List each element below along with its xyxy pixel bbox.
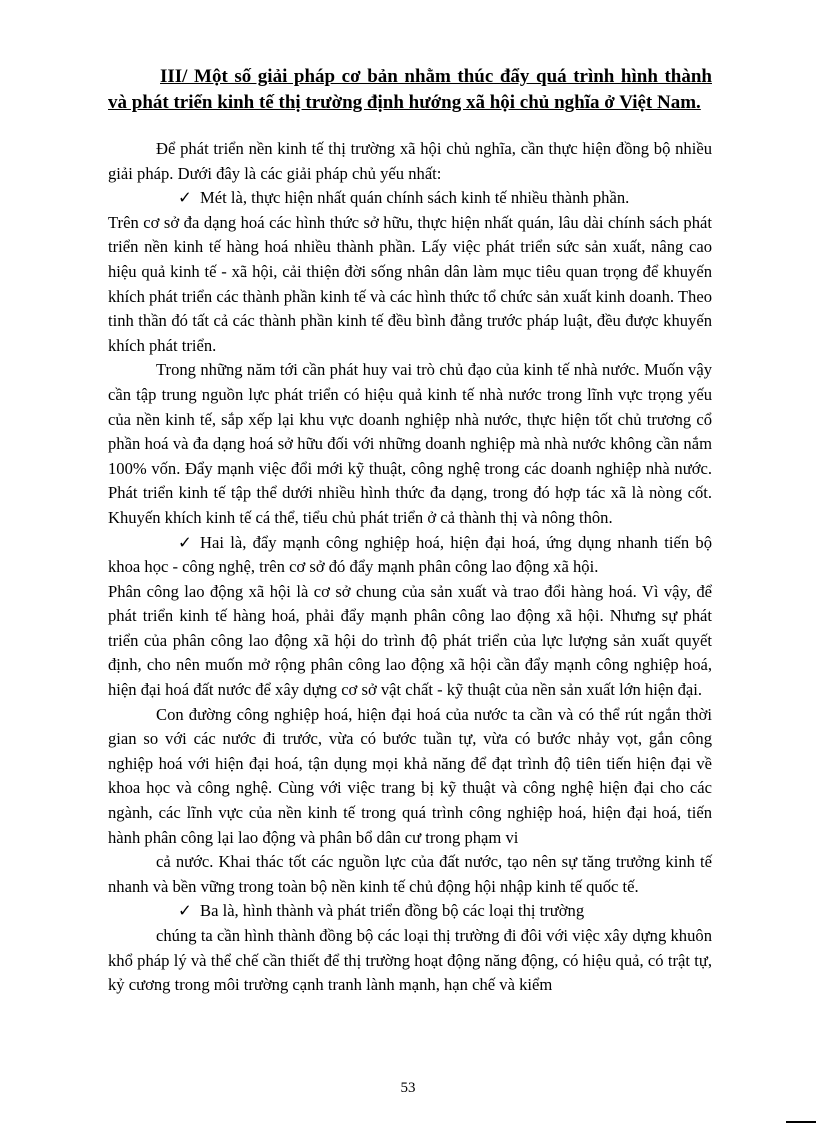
item-one-heading-text: Mét là, thực hiện nhất quán chính sách kinh tế nhiều thành phần.: [200, 188, 630, 208]
page-number: 53: [400, 1080, 416, 1096]
item-two-paragraph-2: Con đường công nghiệp hoá, hiện đại hoá của nước ta cần và có thể rút ngắn thời gian so với các nước đi trước, vừa có bước tuần tự, vừa có bước nhảy vọt, gắn công nghiệp hoá với hiện đại hoá, tận dụng mọi khả năng để đạt trình độ tiên tiến hiện đại về khoa học và công nghệ. Cùng với việc trang bị kỹ thuật và công nghệ hiện đại cho các ngành, các lĩnh vực của nền kinh tế trong quá trình công nghiệp hoá, hiện đại hoá, tiến hành phân công lại lao động và phân bổ dân cư trong phạm vi: [108, 704, 712, 847]
item-three-paragraph: chúng ta cần hình thành đồng bộ các loại thị trường đi đôi với việc xây dựng khuôn khổ pháp lý và thể chế cần thiết để thị trường hoạt động năng động, có hiệu quả, có trật tự, kỷ cương trong môi trường cạnh tranh lành mạnh, hạn chế và kiểm: [108, 926, 712, 995]
document-page: [108, 64, 712, 998]
item-one-heading: [108, 186, 712, 211]
item-two-paragraph: Phân công lao động xã hội là cơ sở chung của sản xuất và trao đổi hàng hoá. Vì vậy, để phát triển kinh tế hàng hoá, phải đẩy mạnh phân công lao động xã hội. Nhưng sự phát triển của phân công lao động xã hội do trình độ phát triển của lực lượng sản xuất quyết định, cho nên muốn mở rộng phân công lao động xã hội cần đẩy mạnh công nghiệp hoá, hiện đại hoá đất nước để xây dựng cơ sở vật chất - kỹ thuật của nền sản xuất lớn hiện đại.: [108, 581, 712, 700]
item-one-paragraph: Trên cơ sở đa dạng hoá các hình thức sở hữu, thực hiện nhất quán, lâu dài chính sách phát triển nền kinh tế hàng hoá nhiều thành phần. Lấy việc phát triển sức sản xuất, nâng cao hiệu quả kinh tế - xã hội, cải thiện đời sống nhân dân làm mục tiêu quan trọng để khuyến khích phát triển các thành phần kinh tế và các hình thức tổ chức sản xuất kinh doanh. Theo tinh thần đó tất cả các thành phần kinh tế đều bình đẳng trước pháp luật, đều được khuyến khích phát triển.: [108, 212, 712, 355]
check-mark-icon: ✓: [178, 188, 192, 208]
check-mark-icon: ✓: [178, 532, 192, 552]
item-three-heading-text: Ba là, hình thành và phát triển đồng bộ các loại thị trường: [200, 901, 585, 921]
intro-paragraph: Để phát triển nền kinh tế thị trường xã hội chủ nghĩa, cần thực hiện đồng bộ nhiều giải pháp. Dưới đây là các giải pháp chủ yếu nhất:: [108, 139, 712, 183]
item-one-paragraph-2: Trong những năm tới cần phát huy vai trò chủ đạo của kinh tế nhà nước. Muốn vậy cần tập trung nguồn lực phát triển có hiệu quả kinh tế nhà nước trong lĩnh vực trọng yếu của nền kinh tế, sắp xếp lại khu vực doanh nghiệp nhà nước, thực hiện tốt chủ trương cổ phần hoá và đa dạng hoá sở hữu đối với những doanh nghiệp mà nhà nước không cần nắm 100% vốn. Đẩy mạnh việc đổi mới kỹ thuật, công nghệ trong các doanh nghiệp nhà nước. Phát triển kinh tế tập thể dưới nhiều hình thức đa dạng, trong đó hợp tác xã là nòng cốt. Khuyến khích kinh tế cá thể, tiểu chủ phát triển ở cả thành thị và nông thôn.: [108, 360, 712, 527]
item-two-heading: [108, 531, 712, 580]
item-three-heading: [108, 899, 712, 924]
item-two-paragraph-3: cả nước. Khai thác tốt các nguồn lực của đất nước, tạo nên sự tăng trưởng kinh tế nhanh và bền vững trong toàn bộ nền kinh tế chủ động hội nhập kinh tế quốc tế.: [108, 852, 712, 896]
check-mark-icon: ✓: [178, 901, 192, 921]
section-title: III/ Một số giải pháp cơ bản nhằm thúc đẩy quá trình hình thành và phát triển kinh tế thị trường định hướng xã hội chủ nghĩa ở Việt Nam.: [108, 66, 712, 113]
item-two-heading-text: Hai là, đẩy mạnh công nghiệp hoá, hiện đại hoá, ứng dụng nhanh tiến bộ khoa học - công nghệ, trên cơ sở đó đẩy mạnh phân công lao động xã hội.: [108, 532, 712, 577]
